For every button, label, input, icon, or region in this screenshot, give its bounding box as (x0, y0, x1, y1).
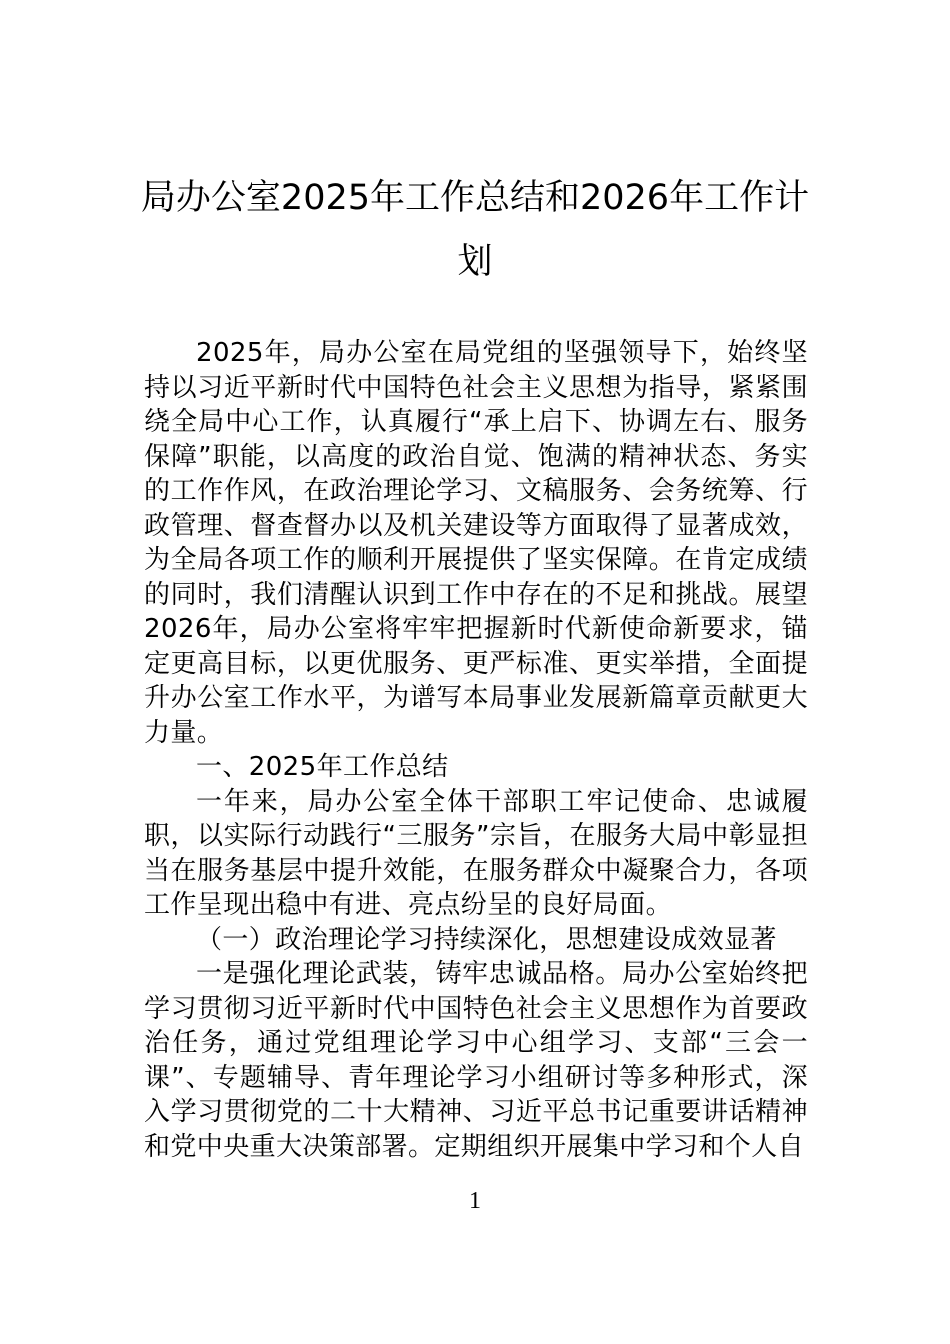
theory-paragraph: 一是强化理论武装，铸牢忠诚品格。局办公室始终把学习贯彻习近平新时代中国特色社会主义思想作为首要政治任务，通过党组理论学习中心组学习、支部“三会一课”、专题辅导、青年理论学习小组研讨等多种形式，深入学习贯彻党的二十大精神、习近平总书记重要讲话精神和党中央重大决策部署。定期组织开展集中学习和个人自 (144, 959, 808, 1162)
subsection-heading-1: （一）政治理论学习持续深化，思想建设成效显著 (196, 924, 777, 955)
page-number: 1 (469, 1188, 481, 1214)
document-title (130, 166, 820, 294)
document-body (144, 336, 808, 1164)
title-line-2: 划 (457, 242, 493, 282)
section-heading-1: 一、2025年工作总结 (196, 752, 449, 782)
summary-paragraph: 一年来，局办公室全体干部职工牢记使命、忠诚履职，以实际行动践行“三服务”宗旨，在服务大局中彰显担当在服务基层中提升效能，在服务群众中凝聚合力，各项工作呈现出稳中有进、亮点纷呈的良好局面。 (144, 786, 808, 920)
title-line-1: 局办公室2025年工作总结和2026年工作计 (140, 178, 810, 218)
intro-paragraph: 2025年，局办公室在局党组的坚强领导下，始终坚持以习近平新时代中国特色社会主义思想为指导，紧紧围绕全局中心工作，认真履行“承上启下、协调左右、服务保障”职能，以高度的政治自觉、饱满的精神状态、务实的工作作风，在政治理论学习、文稿服务、会务统筹、行政管理、督查督办以及机关建设等方面取得了显著成效，为全局各项工作的顺利开展提供了坚实保障。在肯定成绩的同时，我们清醒认识到工作中存在的不足和挑战。展望2026年，局办公室将牢牢把握新时代新使命新要求，锚定更高目标，以更优服务、更严标准、更实举措，全面提升办公室工作水平，为谱写本局事业发展新篇章贡献更大力量。 (144, 338, 808, 748)
